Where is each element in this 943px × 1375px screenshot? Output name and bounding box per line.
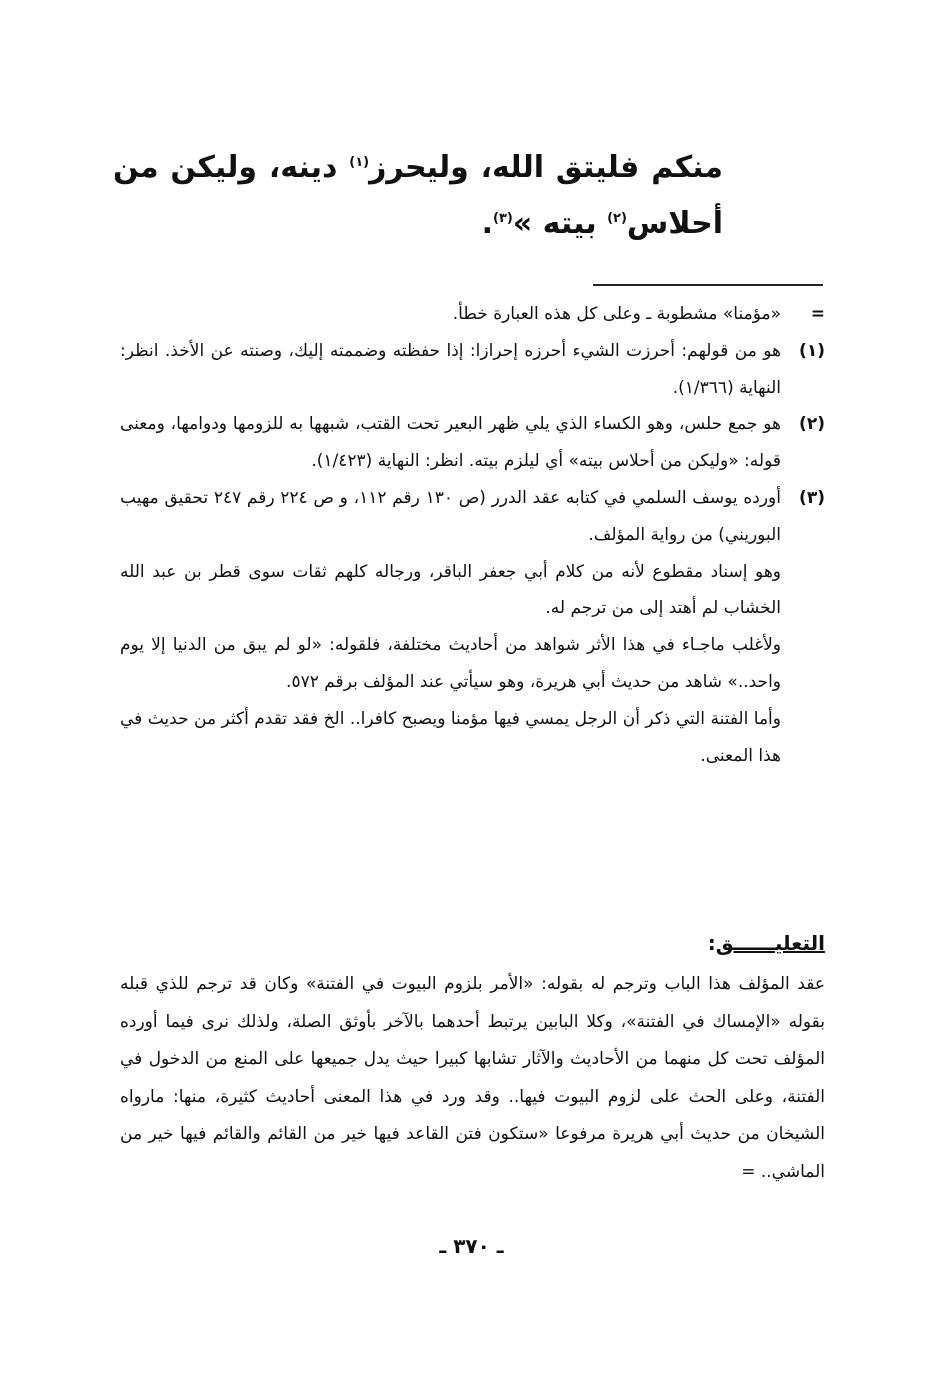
footnote-mark: (٢): [799, 414, 825, 435]
footnote-paragraph: ولأغلب ماجـاء في هذا الأثر شواهد من أحاديث مختلفة، فلقوله: «لو لم يبق من الدنيا إلا يوم واحد..» شاهد من حديث أبي هريرة، وهو سيأتي عند المؤلف برقم ٥٧٢.: [120, 635, 781, 692]
footnote-ref-1: (١): [349, 155, 370, 170]
footnote-mark: =: [810, 304, 825, 324]
footnote-body: [120, 296, 781, 333]
footnotes: [120, 296, 825, 774]
commentary-heading-colon: :: [707, 931, 716, 955]
footnote-mark: (٣): [799, 487, 825, 508]
page-number: ـ ٣٧٠ ـ: [439, 1234, 504, 1258]
footnote-body: [120, 480, 781, 774]
commentary-heading-label: التعليــــــق: [715, 931, 825, 955]
footnote-1: [120, 333, 825, 407]
footnote-paragraph: وهو إسناد مقطوع لأنه من كلام أبي جعفر الباقر، ورجاله كلهم ثقات سوى قطر بن عبد الله الخشاب لم أهتد إلى من ترجم له.: [120, 561, 781, 619]
main-text-part-1: منكم فليتق الله، وليحرز: [369, 150, 723, 185]
footnote-paragraph: أورده يوسف السلمي في كتابه عقد الدرر (ص ١٣٠ رقم ١١٢، و ص ٢٢٤ رقم ٢٤٧ تحقيق مهيب البوريني) من رواية المؤلف.: [120, 487, 781, 545]
main-text-part-2: دينه، وليكن من أحلاس: [113, 150, 723, 241]
main-text-part-4: .: [481, 206, 493, 241]
footnote-separator: [593, 284, 823, 286]
footnote-ref-2: (٢): [607, 211, 627, 226]
footnote-body: [120, 406, 781, 480]
footnote-mark: (١): [799, 340, 825, 361]
commentary-text: عقد المؤلف هذا الباب وترجم له بقوله: «الأمر بلزوم البيوت في الفتنة» وكان قد ترجم للذي قبله بقوله «الإمساك في الفتنة»، وكلا البابين يرتبط أحدهما بالآخر بأوثق الصلة، ولذلك نرى فيما أورده المؤلف تحت كل منهما من الأحاديث والآثار تشابها كبيرا حيث يدل جميعها على المنع من الدخول في الفتنة، وعلى الحث على لزوم البيوت فيها.. وقد ورد في هذا المعنى أحاديث كثيرة، منها: مارواه الشيخان من حديث أبي هريرة مرفوعا «ستكون فتن القاعد فيها خير من القائم والقائم فيها خير من الماشي.. =: [120, 974, 825, 1182]
footnote-paragraph: «مؤمنا» مشطوبة ـ وعلى كل هذه العبارة خطأ.: [452, 304, 781, 324]
main-text: [113, 140, 723, 252]
footnote-3: [120, 480, 825, 774]
footnote-2: [120, 406, 825, 480]
footnote-body: [120, 333, 781, 407]
commentary-heading: [120, 928, 825, 958]
main-text-part-3: بيته »: [512, 206, 608, 241]
footnote-paragraph: هو من قولهم: أحرزت الشيء أحرزه إحرازا: إذا حفظته وضممته إليك، وصنته عن الأخذ. انظر: النهاية (١/٣٦٦).: [120, 340, 781, 398]
footnote-ref-3: (٣): [493, 211, 513, 226]
footnote-paragraph: وأما الفتنة التي ذكر أن الرجل يمسي فيها مؤمنا ويصبح كافرا.. الخ فقد تقدم أكثر من حديث في هذا المعنى.: [120, 708, 781, 766]
footnote-paragraph: هو جمع حلس، وهو الكساء الذي يلي ظهر البعير تحت القتب، شبهها به للزومها ودوامها، ومعنى قوله: «وليكن من أحلاس بيته» أي ليلزم بيته. انظر: النهاية (١/٤٢٣).: [120, 414, 781, 472]
footnote-continuation: [120, 296, 825, 333]
